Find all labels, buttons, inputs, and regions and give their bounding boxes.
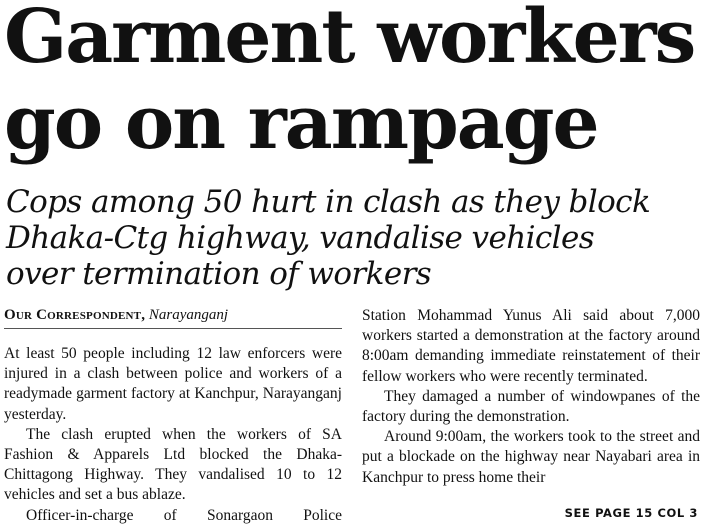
subheadline-line-2: Dhaka-Ctg highway, vandalise vehicles	[6, 220, 595, 256]
subheadline-line-1: Cops among 50 hurt in clash as they block	[6, 184, 651, 220]
byline	[4, 306, 342, 329]
article-column-right	[362, 306, 700, 488]
byline-location: Narayanganj	[148, 307, 229, 323]
body-paragraph-5: Around 9:00am, the workers took to the street and put a blockade on the highway near Nayabari area in Kanchpur to press home their	[362, 428, 700, 486]
byline-author: Our Correspondent,	[4, 307, 146, 323]
article-column-left	[4, 306, 342, 526]
subheadline	[6, 184, 702, 292]
body-paragraph-3-continued: Station Mohammad Yunus Ali said about 7,000 workers started a demonstration at the factory around 8:00am demanding immediate reinstatement of their fellow workers who were recently terminated.	[362, 307, 700, 385]
body-paragraph-1: At least 50 people including 12 law enforcers were injured in a clash between police and workers of a readymade garment factory at Kanchpur, Narayanganj yesterday.	[4, 345, 342, 423]
body-paragraph-4: They damaged a number of windowpanes of the factory during the demonstration.	[362, 387, 700, 426]
headline-line-2: go on rampage	[4, 80, 598, 166]
body-paragraph-3-start: Officer-in-charge of Sonargaon Police	[26, 506, 342, 524]
subheadline-line-3: over termination of workers	[6, 256, 432, 292]
body-paragraph-2: The clash erupted when the workers of SA Fashion & Apparels Ltd blocked the Dhaka-Chittagong Highway. They vandalised 10 to 12 vehicles and set a bus ablaze.	[4, 425, 342, 504]
headline	[4, 0, 704, 166]
continued-on-page-label: SEE PAGE 15 COL 3	[564, 506, 698, 520]
headline-line-1: Garment workers	[4, 0, 695, 80]
